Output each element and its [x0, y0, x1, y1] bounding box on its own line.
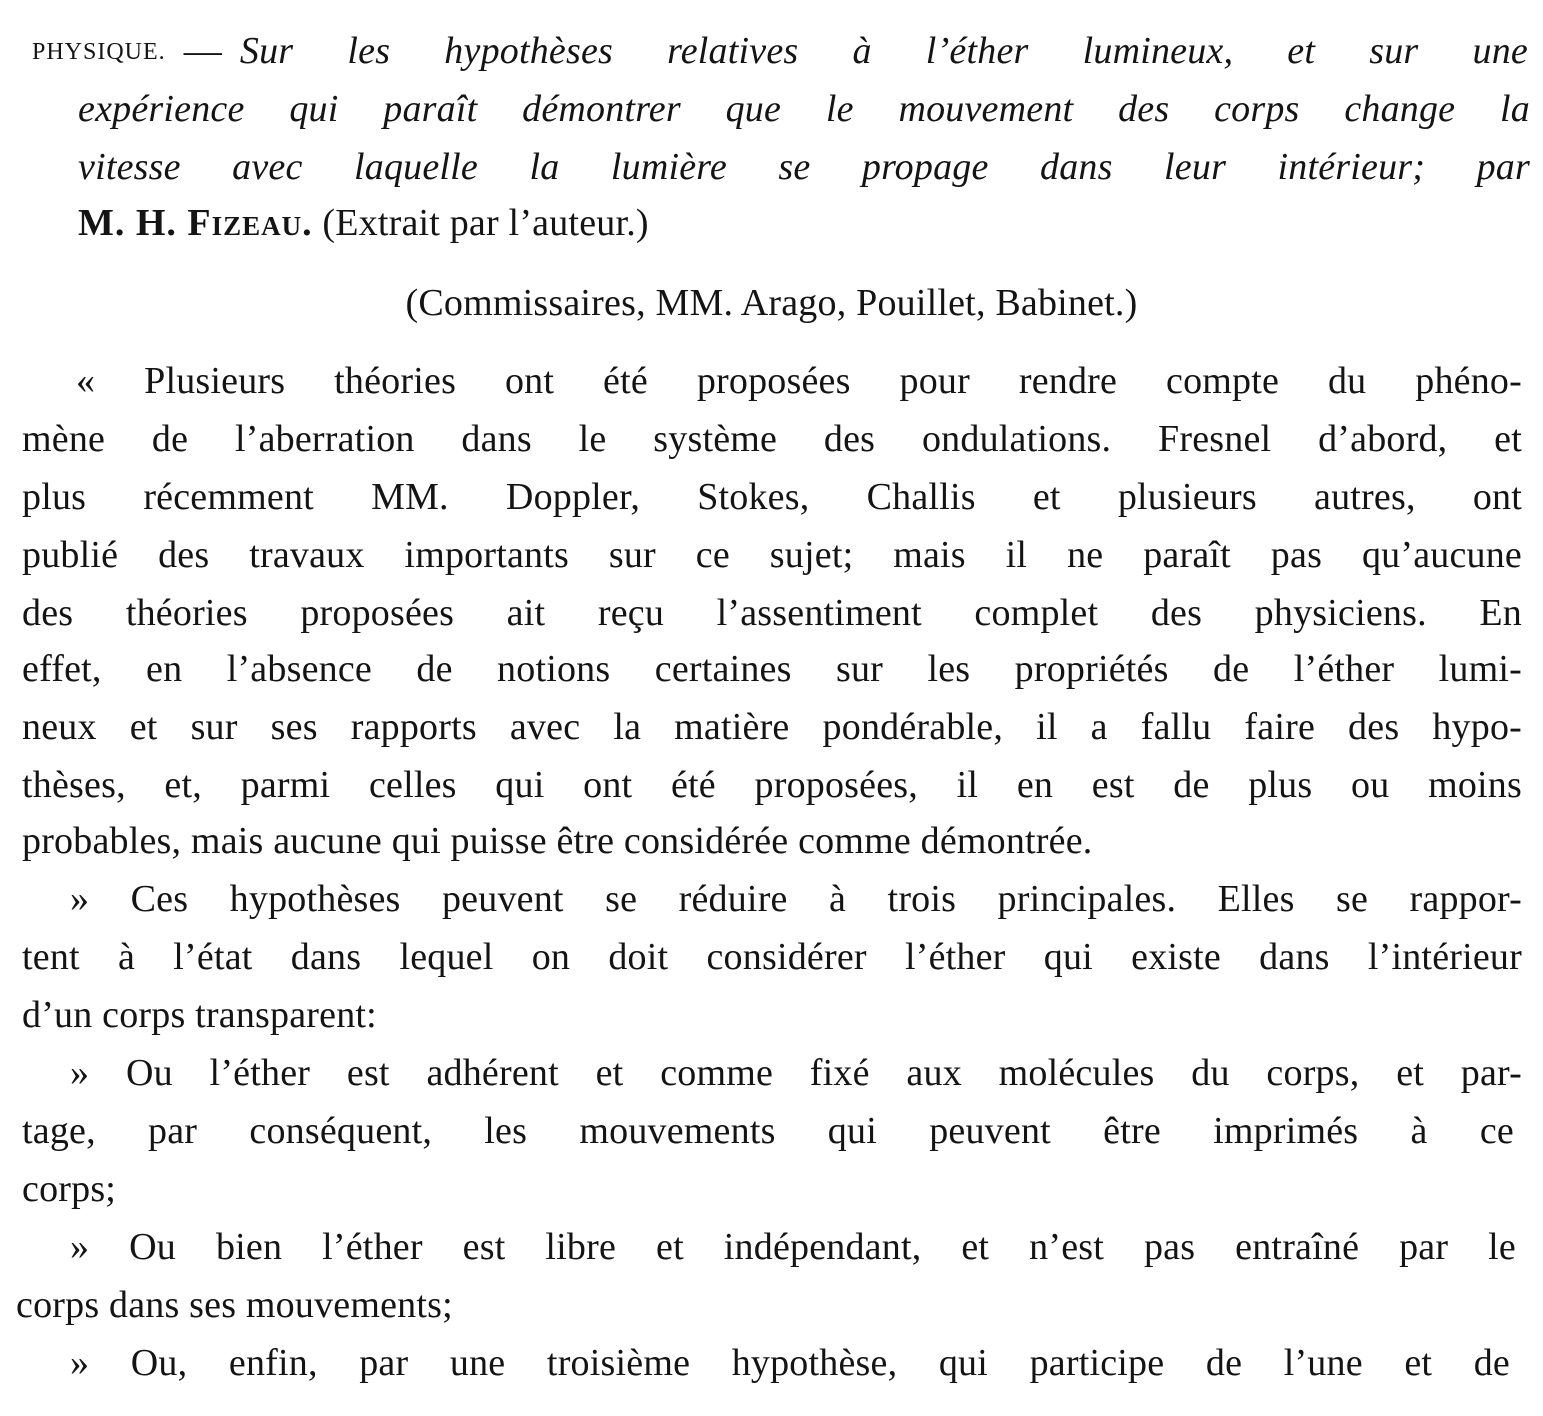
body-line-7: neux et sur ses rapports avec la matière pondérable, il a fallu faire des hypo- [22, 706, 1522, 748]
title-line-4 [78, 200, 978, 246]
body-line-3: plus récemment MM. Doppler, Stokes, Challis et plusieurs autres, ont [22, 476, 1522, 518]
body-line-4: publié des travaux importants sur ce sujet; mais il ne paraît pas qu’aucune [22, 534, 1522, 576]
body-line-10: » Ces hypothèses peuvent se réduire à trois principales. Elles se rappor- [70, 878, 1522, 920]
title-text-1: Sur les hypothèses relatives à l’éther lumineux, et sur une [239, 30, 1528, 72]
body-line-5: des théories proposées ait reçu l’assentiment complet des physiciens. En [22, 592, 1522, 634]
body-line-16: » Ou bien l’éther est libre et indépendant, et n’est pas entraîné par le [70, 1226, 1516, 1268]
extract-note: (Extrait par l’auteur.) [322, 202, 649, 244]
body-line-12: d’un corps transparent: [22, 994, 377, 1036]
body-line-13: » Ou l’éther est adhérent et comme fixé aux molécules du corps, et par- [70, 1052, 1522, 1094]
author-name: M. H. Fizeau. [78, 202, 313, 244]
title-line-1 [32, 28, 1528, 79]
body-line-8: thèses, et, parmi celles qui ont été proposées, il en est de plus ou moins [22, 764, 1522, 806]
section-label: PHYSIQUE. [32, 39, 166, 65]
body-line-6: effet, en l’absence de notions certaines sur les propriétés de l’éther lumi- [22, 648, 1522, 690]
title-line-2: expérience qui paraît démontrer que le mouvement des corps change la [78, 88, 1530, 130]
commissaires-line: (Commissaires, MM. Arago, Pouillet, Babinet.) [405, 282, 1138, 324]
body-line-15: corps; [22, 1168, 117, 1210]
body-line-9: probables, mais aucune qui puisse être considérée comme démontrée. [22, 820, 1093, 862]
body-line-18: » Ou, enfin, par une troisième hypothèse, qui participe de l’une et de [70, 1342, 1510, 1384]
body-line-11: tent à l’état dans lequel on doit considérer l’éther qui existe dans l’intérieur [22, 936, 1522, 978]
title-line-3: vitesse avec laquelle la lumière se propage dans leur intérieur; par [78, 146, 1530, 188]
body-line-1: « Plusieurs théories ont été proposées pour rendre compte du phéno- [76, 360, 1522, 402]
body-line-17: corps dans ses mouvements; [16, 1284, 453, 1326]
body-line-2: mène de l’aberration dans le système des ondulations. Fresnel d’abord, et [22, 418, 1522, 460]
body-line-14: tage, par conséquent, les mouvements qui peuvent être imprimés à ce [22, 1110, 1514, 1152]
title-dash: — [183, 30, 222, 72]
